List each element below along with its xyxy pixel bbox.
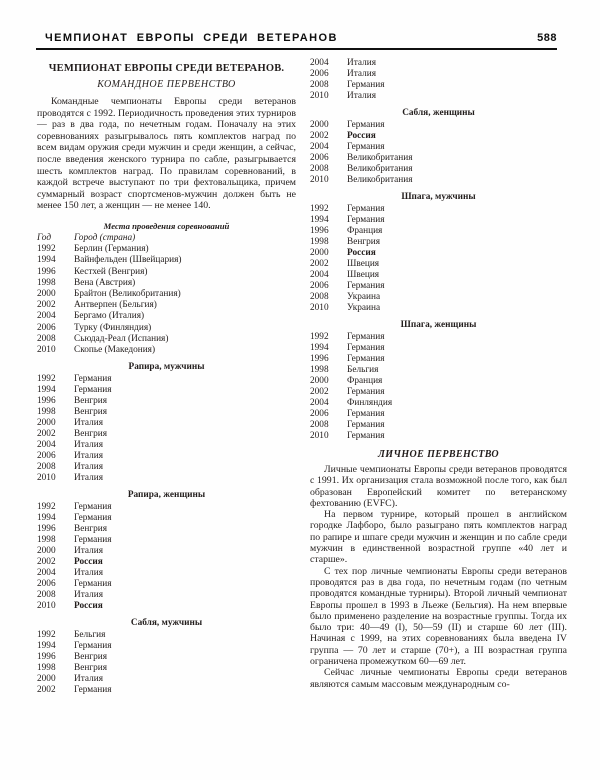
- result-country: Германия: [74, 535, 112, 546]
- venue-city: Антверпен (Бельгия): [74, 300, 157, 311]
- result-country: Италия: [74, 590, 103, 601]
- result-year: 2006: [310, 409, 329, 419]
- result-year: 1996: [310, 226, 329, 236]
- result-country: Италия: [347, 58, 376, 68]
- result-year: 2002: [37, 557, 56, 568]
- result-row: [310, 120, 567, 131]
- article-title: ЧЕМПИОНАТ ЕВРОПЫ СРЕДИ ВЕТЕРАНОВ.: [48, 63, 285, 74]
- result-country: Германия: [347, 354, 385, 364]
- result-country: Италия: [74, 473, 103, 484]
- section-heading-individual: ЛИЧНОЕ ПЕРВЕНСТВО: [378, 449, 499, 460]
- result-country: Германия: [347, 120, 385, 130]
- result-row: [37, 385, 296, 396]
- result-year: 2004: [310, 270, 329, 280]
- result-year: 2010: [310, 431, 329, 441]
- result-row: [310, 398, 567, 409]
- result-country: Германия: [74, 579, 112, 590]
- result-year: 2006: [310, 281, 329, 291]
- result-country: Германия: [347, 420, 385, 430]
- result-row: [37, 451, 296, 462]
- venues-header-row: [37, 233, 296, 244]
- result-country: Бельгия: [347, 365, 379, 375]
- result-row: [310, 387, 567, 398]
- result-country: Венгрия: [74, 407, 108, 418]
- result-country: Германия: [347, 343, 385, 353]
- result-row: [310, 365, 567, 376]
- result-row: [310, 69, 567, 80]
- result-year: 2010: [310, 303, 329, 313]
- result-year: 1992: [37, 630, 56, 641]
- venue-row: [37, 334, 296, 345]
- venue-city: Сьюдад-Реал (Испания): [74, 333, 169, 344]
- result-row: [37, 641, 296, 652]
- result-country: Германия: [347, 387, 385, 397]
- result-year: 2000: [310, 120, 329, 130]
- result-year: 2004: [37, 568, 56, 579]
- result-country: Италия: [74, 462, 103, 473]
- result-country: Германия: [347, 281, 385, 291]
- venue-year: 2004: [37, 311, 56, 322]
- result-year: 2004: [37, 440, 56, 451]
- result-country: Россия: [347, 248, 376, 258]
- result-row: [310, 175, 567, 186]
- result-list-heading: Сабля, женщины: [402, 108, 475, 118]
- result-rows: [37, 502, 296, 612]
- running-head-title: ЧЕМПИОНАТ ЕВРОПЫ СРЕДИ ВЕТЕРАНОВ: [45, 32, 338, 44]
- result-row: [310, 153, 567, 164]
- result-list-epee-women: [310, 320, 567, 442]
- result-year: 1994: [310, 215, 329, 225]
- result-country: Швеция: [347, 259, 380, 269]
- intro-paragraph: Командные чемпионаты Европы среди ветеранов проводятся с 1992. Периодичность проведения этих турниров — раз в два года, по нечетным годам. Поначалу на этих соревнованиях разыгрывалось пять комплектов наград по всем видам оружия среди мужчин и среди женщин, а сейчас, после введения женского турнира по сабле, разыгрывается шесть комплектов наград. По правилам соревнований, в каждой встрече выступают по три фехтовальщика, причем суммарный возраст спортсменов-мужчин должен быть не менее 150 лет, а женщин — не менее 140.: [37, 96, 296, 212]
- venue-row: [37, 311, 296, 322]
- result-row: [37, 557, 296, 568]
- result-row: [310, 58, 567, 69]
- result-rows: [37, 374, 296, 484]
- venue-year: 1994: [37, 255, 56, 266]
- result-row: [310, 431, 567, 442]
- result-list-heading: Шпага, мужчины: [401, 192, 476, 202]
- result-row: [37, 674, 296, 685]
- venue-row: [37, 289, 296, 300]
- result-list-sabre-men: [37, 618, 296, 696]
- result-row: [310, 332, 567, 343]
- individual-paragraph-1: Личные чемпионаты Европы среди ветеранов проводятся с 1991. Их организация стала возможной после того, как был образован Европейский комитет по ветеранскому фехтованию (EVFC).: [310, 464, 567, 509]
- result-year: 2004: [310, 58, 329, 68]
- result-year: 1992: [310, 204, 329, 214]
- result-year: 1998: [37, 663, 56, 674]
- result-country: Венгрия: [74, 663, 108, 674]
- result-row: [37, 601, 296, 612]
- venues-col-city: Город (страна): [74, 232, 136, 243]
- result-row: [37, 440, 296, 451]
- result-country: Франция: [347, 226, 383, 236]
- result-year: 2010: [37, 473, 56, 484]
- result-year: 2008: [310, 292, 329, 302]
- venue-city: Бергамо (Италия): [74, 311, 145, 322]
- individual-paragraph-2: На первом турнире, который прошел в английском городке Лафборо, было разыграно пять комплектов наград по рапире и шпаге среди мужчин и женщин и по сабле среди мужчин в единственной возрастной группе «40 лет и старше».: [310, 509, 567, 566]
- result-country: Венгрия: [347, 237, 381, 247]
- result-year: 1992: [37, 374, 56, 385]
- result-row: [37, 473, 296, 484]
- result-year: 1998: [310, 365, 329, 375]
- venues-rows: [37, 244, 296, 356]
- result-country: Германия: [74, 502, 112, 513]
- result-country: Украина: [347, 303, 381, 313]
- venue-city: Вайнфельден (Швейцария): [74, 255, 182, 266]
- result-year: 1996: [37, 396, 56, 407]
- result-year: 1992: [37, 502, 56, 513]
- result-country: Италия: [74, 568, 103, 579]
- venue-row: [37, 323, 296, 334]
- venue-row: [37, 255, 296, 266]
- venue-city: Скопье (Македония): [74, 344, 156, 355]
- result-country: Венгрия: [74, 429, 108, 440]
- result-year: 1996: [37, 524, 56, 535]
- result-year: 2002: [37, 685, 56, 696]
- result-row: [310, 80, 567, 91]
- venue-city: Берлин (Германия): [74, 244, 149, 255]
- result-year: 2000: [310, 248, 329, 258]
- result-country: Италия: [74, 451, 103, 462]
- result-row: [310, 204, 567, 215]
- result-year: 2000: [37, 546, 56, 557]
- result-row: [310, 354, 567, 365]
- result-country: Швеция: [347, 270, 380, 280]
- left-column: [37, 56, 296, 696]
- result-country: Германия: [74, 641, 112, 652]
- right-column: [310, 56, 567, 696]
- result-row: [310, 343, 567, 354]
- result-year: 2010: [310, 175, 329, 185]
- result-year: 2002: [310, 387, 329, 397]
- result-country: Италия: [347, 69, 376, 79]
- result-year: 1994: [37, 385, 56, 396]
- result-year: 2008: [310, 164, 329, 174]
- result-row: [37, 524, 296, 535]
- venue-year: 2008: [37, 333, 56, 344]
- result-rows: [310, 120, 567, 186]
- result-list-heading: Рапира, женщины: [127, 490, 206, 501]
- result-row: [37, 590, 296, 601]
- result-country: Германия: [347, 142, 385, 152]
- venue-year: 2000: [37, 288, 56, 299]
- result-row: [310, 164, 567, 175]
- result-country: Финляндия: [347, 398, 393, 408]
- result-year: 2006: [37, 579, 56, 590]
- result-list-foil-women: [37, 490, 296, 612]
- venue-row: [37, 300, 296, 311]
- result-year: 1994: [37, 513, 56, 524]
- result-country: Италия: [74, 546, 103, 557]
- result-year: 2000: [310, 376, 329, 386]
- result-year: 1992: [310, 332, 329, 342]
- result-country: Франция: [347, 376, 383, 386]
- result-row: [310, 248, 567, 259]
- two-column-layout: [37, 56, 567, 696]
- result-year: 1994: [37, 641, 56, 652]
- venue-year: 2010: [37, 344, 56, 355]
- result-year: 2006: [310, 69, 329, 79]
- result-row: [37, 652, 296, 663]
- result-rows: [310, 204, 567, 314]
- result-year: 1998: [310, 237, 329, 247]
- result-year: 2008: [37, 590, 56, 601]
- result-list-sabre-women: [310, 108, 567, 186]
- result-year: 2006: [310, 153, 329, 163]
- result-year: 2000: [37, 418, 56, 429]
- result-row: [310, 226, 567, 237]
- venues-table: [37, 221, 296, 356]
- result-country: Бельгия: [74, 630, 106, 641]
- result-row: [310, 91, 567, 102]
- result-country: Венгрия: [74, 524, 108, 535]
- result-row: [310, 131, 567, 142]
- result-list-epee-men: [310, 192, 567, 314]
- result-row: [37, 396, 296, 407]
- individual-paragraph-4: Сейчас личные чемпионаты Европы среди ветеранов являются самым массовым международным со-: [310, 667, 567, 690]
- result-country: Германия: [347, 409, 385, 419]
- result-country: Германия: [74, 374, 112, 385]
- venue-city: Кестхей (Венгрия): [74, 266, 148, 277]
- result-list-heading: Сабля, мужчины: [130, 618, 203, 629]
- result-country: Германия: [347, 215, 385, 225]
- result-country: Великобритания: [347, 175, 413, 185]
- result-row: [310, 292, 567, 303]
- result-rows: [37, 630, 296, 696]
- result-row: [37, 630, 296, 641]
- result-year: 2008: [37, 462, 56, 473]
- venue-year: 1996: [37, 266, 56, 277]
- result-year: 2004: [310, 398, 329, 408]
- result-list-foil-men: [37, 362, 296, 484]
- result-country: Италия: [347, 91, 376, 101]
- result-row: [310, 259, 567, 270]
- venue-year: 1998: [37, 277, 56, 288]
- result-year: 2008: [310, 420, 329, 430]
- result-row: [37, 502, 296, 513]
- result-row: [37, 535, 296, 546]
- result-year: 1998: [37, 535, 56, 546]
- result-year: 2004: [310, 142, 329, 152]
- result-country: Россия: [347, 131, 376, 141]
- result-row: [310, 281, 567, 292]
- result-year: 1998: [37, 407, 56, 418]
- result-country: Италия: [74, 418, 103, 429]
- venue-city: Вена (Австрия): [74, 277, 136, 288]
- result-country: Великобритания: [347, 153, 413, 163]
- result-year: 1996: [310, 354, 329, 364]
- venue-year: 2002: [37, 300, 56, 311]
- venues-title: Места проведения соревнований: [103, 220, 230, 231]
- result-year: 2010: [37, 601, 56, 612]
- individual-paragraph-3: С тех пор личные чемпионаты Европы среди ветеранов проводятся раз в два года, по нечетным годам (по четным проводятся командные турниры). Второй личный чемпионат Европы прошел в 1993 в Льеже (Бельгия). На нем впервые было применено разделение на возрастные группы. Тогда их было три: 40—49 (I), 50—59 (II) и старше 60 лет (III). Начиная с 1999, на этих соревнованиях была введена IV группа — 70 лет и старше (70+), а III возрастная группа ограничена промежутком 60—69 лет.: [310, 565, 567, 668]
- result-list-heading: Рапира, мужчины: [128, 362, 205, 373]
- result-list-heading: Шпага, женщины: [400, 320, 477, 330]
- result-row: [37, 407, 296, 418]
- venue-row: [37, 345, 296, 356]
- running-head: [36, 32, 557, 50]
- result-row: [37, 663, 296, 674]
- result-country: Италия: [74, 674, 103, 685]
- result-year: 2010: [310, 91, 329, 101]
- result-country: Германия: [74, 385, 112, 396]
- result-row: [310, 237, 567, 248]
- result-row: [310, 142, 567, 153]
- result-row: [37, 418, 296, 429]
- result-year: 2002: [310, 131, 329, 141]
- page-number: 588: [537, 32, 557, 44]
- sabre-men-continuation-rows: [310, 58, 567, 102]
- result-row: [310, 420, 567, 431]
- result-row: [310, 215, 567, 226]
- venue-city: Турку (Финляндия): [74, 322, 152, 333]
- result-country: Германия: [347, 332, 385, 342]
- result-year: 1994: [310, 343, 329, 353]
- result-row: [37, 513, 296, 524]
- result-country: Россия: [74, 601, 103, 612]
- result-row: [310, 409, 567, 420]
- venue-row: [37, 244, 296, 255]
- result-row: [37, 546, 296, 557]
- result-country: Венгрия: [74, 396, 108, 407]
- result-country: Венгрия: [74, 652, 108, 663]
- result-row: [37, 374, 296, 385]
- result-row: [37, 579, 296, 590]
- result-country: Германия: [347, 80, 385, 90]
- venue-year: 2006: [37, 322, 56, 333]
- result-year: 2000: [37, 674, 56, 685]
- venues-col-year: Год: [37, 232, 52, 243]
- result-country: Украина: [347, 292, 381, 302]
- section-heading-team: КОМАНДНОЕ ПЕРВЕНСТВО: [97, 79, 236, 90]
- result-country: Россия: [74, 557, 103, 568]
- result-country: Германия: [74, 513, 112, 524]
- result-country: Италия: [74, 440, 103, 451]
- result-row: [310, 270, 567, 281]
- result-year: 1996: [37, 652, 56, 663]
- result-year: 2008: [310, 80, 329, 90]
- result-row: [310, 303, 567, 314]
- venue-row: [37, 278, 296, 289]
- venue-city: Брайтон (Великобритания): [74, 288, 181, 299]
- result-row: [37, 685, 296, 696]
- result-country: Великобритания: [347, 164, 413, 174]
- result-country: Германия: [347, 431, 385, 441]
- venue-row: [37, 267, 296, 278]
- result-country: Германия: [74, 685, 112, 696]
- result-row: [310, 376, 567, 387]
- result-row: [37, 462, 296, 473]
- result-rows: [310, 332, 567, 442]
- result-year: 2002: [310, 259, 329, 269]
- venue-year: 1992: [37, 244, 56, 255]
- result-year: 2006: [37, 451, 56, 462]
- result-row: [37, 429, 296, 440]
- result-year: 2002: [37, 429, 56, 440]
- result-country: Германия: [347, 204, 385, 214]
- result-row: [37, 568, 296, 579]
